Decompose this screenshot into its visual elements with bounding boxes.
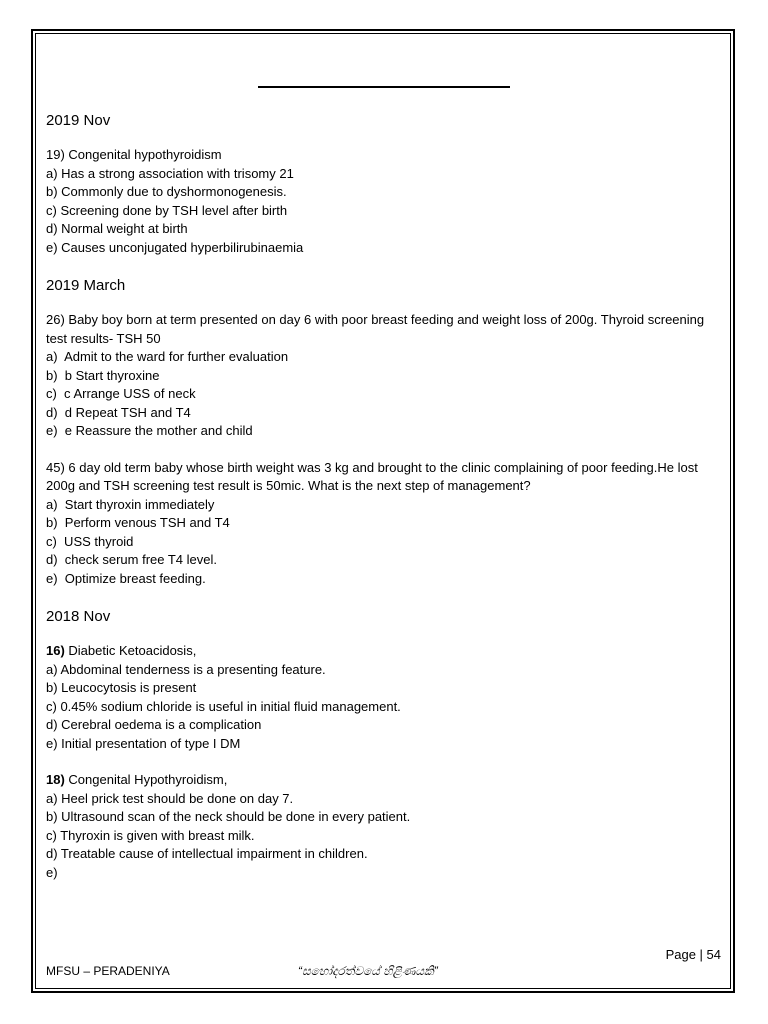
answer-option: a) Has a strong association with trisomy 21: [46, 165, 294, 181]
page-number: Page | 54: [665, 947, 721, 962]
exam-section: [46, 275, 726, 588]
answer-option: c) 0.45% sodium chloride is useful in initial fluid management.: [46, 698, 401, 714]
question-stem: [46, 459, 726, 496]
section-heading: 2019 Nov: [46, 112, 111, 129]
question-text: Congenital Hypothyroidism,: [64, 772, 228, 787]
answer-option: e) Optimize breast feeding.: [46, 570, 206, 586]
answer-option: e) Initial presentation of type I DM: [46, 735, 241, 751]
exam-section: [46, 110, 726, 257]
answer-option: b) Ultrasound scan of the neck should be done in every patient.: [46, 809, 411, 824]
question-block: [46, 459, 726, 589]
answer-option: e) Causes unconjugated hyperbilirubinaemia: [46, 239, 304, 255]
answer-option: e): [46, 864, 58, 880]
footer-motto: “සහෝදරත්වයේ හිළිණයකි”: [298, 964, 438, 978]
answer-option: d) Cerebral oedema is a complication: [46, 717, 262, 732]
answer-option: a) Abdominal tenderness is a presenting feature.: [46, 661, 326, 677]
question-stem: [46, 642, 726, 661]
question-stem: [46, 146, 726, 165]
question-block: [46, 771, 726, 882]
answer-option: a) Heel prick test should be done on day 7.: [46, 790, 294, 806]
answer-option: c) Thyroxin is given with breast milk.: [46, 827, 255, 843]
answer-option: e) e Reassure the mother and child: [46, 423, 253, 438]
question-text: Diabetic Ketoacidosis,: [64, 643, 197, 658]
answer-option: b) Leucocytosis is present: [46, 680, 197, 695]
question-stem: [46, 311, 726, 348]
question-block: [46, 642, 726, 753]
document-body: [46, 110, 726, 900]
question-number: 16): [46, 643, 65, 658]
answer-option: c) USS thyroid: [46, 533, 134, 549]
question-stem: [46, 771, 726, 790]
answer-option: d) Treatable cause of intellectual impairment in children.: [46, 846, 368, 861]
question-text: 45) 6 day old term baby whose birth weight was 3 kg and brought to the clinic complaining of poor feeding.He lost 200g and TSH screening test result is 50mic. What is the next step of management?: [46, 459, 702, 493]
question-number: 18): [46, 772, 65, 787]
answer-option: c) c Arrange USS of neck: [46, 386, 196, 401]
answer-option: a) Admit to the ward for further evaluation: [46, 349, 289, 364]
answer-option: d) d Repeat TSH and T4: [46, 404, 191, 420]
header-rule: [258, 86, 510, 88]
answer-option: b) Perform venous TSH and T4: [46, 515, 230, 530]
answer-option: b) b Start thyroxine: [46, 367, 160, 383]
exam-section: [46, 606, 726, 882]
answer-option: d) check serum free T4 level.: [46, 552, 217, 567]
answer-option: a) Start thyroxin immediately: [46, 496, 215, 512]
answer-option: b) Commonly due to dyshormonogenesis.: [46, 184, 287, 199]
section-heading: 2018 Nov: [46, 608, 111, 625]
answer-option: d) Normal weight at birth: [46, 221, 188, 236]
footer-organization: MFSU – PERADENIYA: [46, 964, 170, 978]
section-heading: 2019 March: [46, 277, 126, 294]
question-text: 19) Congenital hypothyroidism: [46, 147, 222, 162]
question-text: 26) Baby boy born at term presented on day 6 with poor breast feeding and weight loss of 200g. Thyroid screening test results- TSH 50: [46, 312, 708, 346]
question-block: [46, 311, 726, 441]
question-block: [46, 146, 726, 257]
answer-option: c) Screening done by TSH level after birth: [46, 202, 288, 218]
